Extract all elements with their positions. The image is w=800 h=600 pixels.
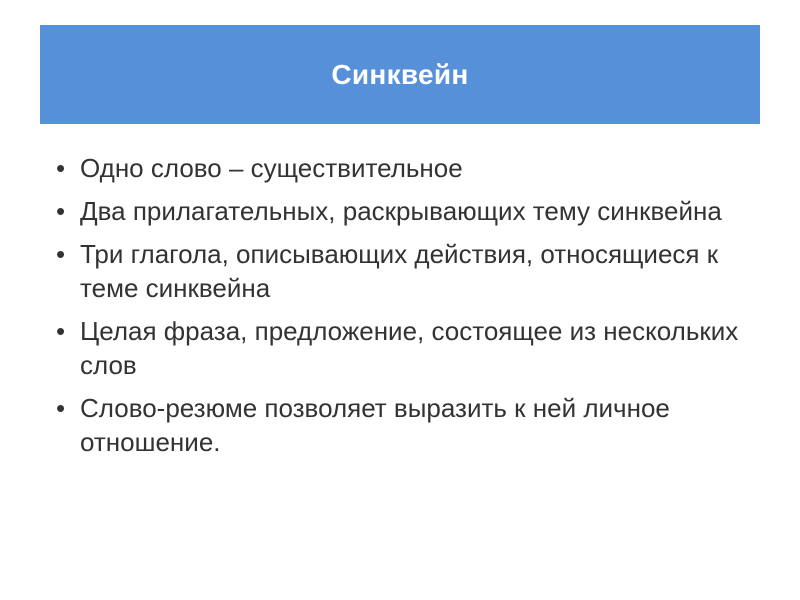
bullet-icon: • bbox=[56, 196, 66, 226]
list-item bbox=[56, 391, 746, 459]
title-bar bbox=[40, 25, 760, 124]
list-item-text: Три глагола, описывающих действия, относящиеся к теме синквейна bbox=[80, 239, 719, 303]
bullet-list bbox=[56, 151, 746, 468]
list-item-text: Целая фраза, предложение, состоящее из нескольких слов bbox=[80, 316, 739, 380]
bullet-icon: • bbox=[56, 393, 66, 423]
list-item-text: Слово-резюме позволяет выразить к ней личное отношение. bbox=[80, 393, 670, 457]
list-item bbox=[56, 314, 746, 382]
list-item-text: Два прилагательных, раскрывающих тему синквейна bbox=[80, 196, 722, 226]
list-item-text: Одно слово – существительное bbox=[80, 153, 463, 183]
list-item bbox=[56, 151, 746, 185]
bullet-icon: • bbox=[56, 239, 66, 269]
bullet-icon: • bbox=[56, 153, 66, 183]
slide-title: Синквейн bbox=[331, 58, 469, 90]
list-item bbox=[56, 194, 746, 228]
bullet-icon: • bbox=[56, 316, 66, 346]
list-item bbox=[56, 237, 746, 305]
